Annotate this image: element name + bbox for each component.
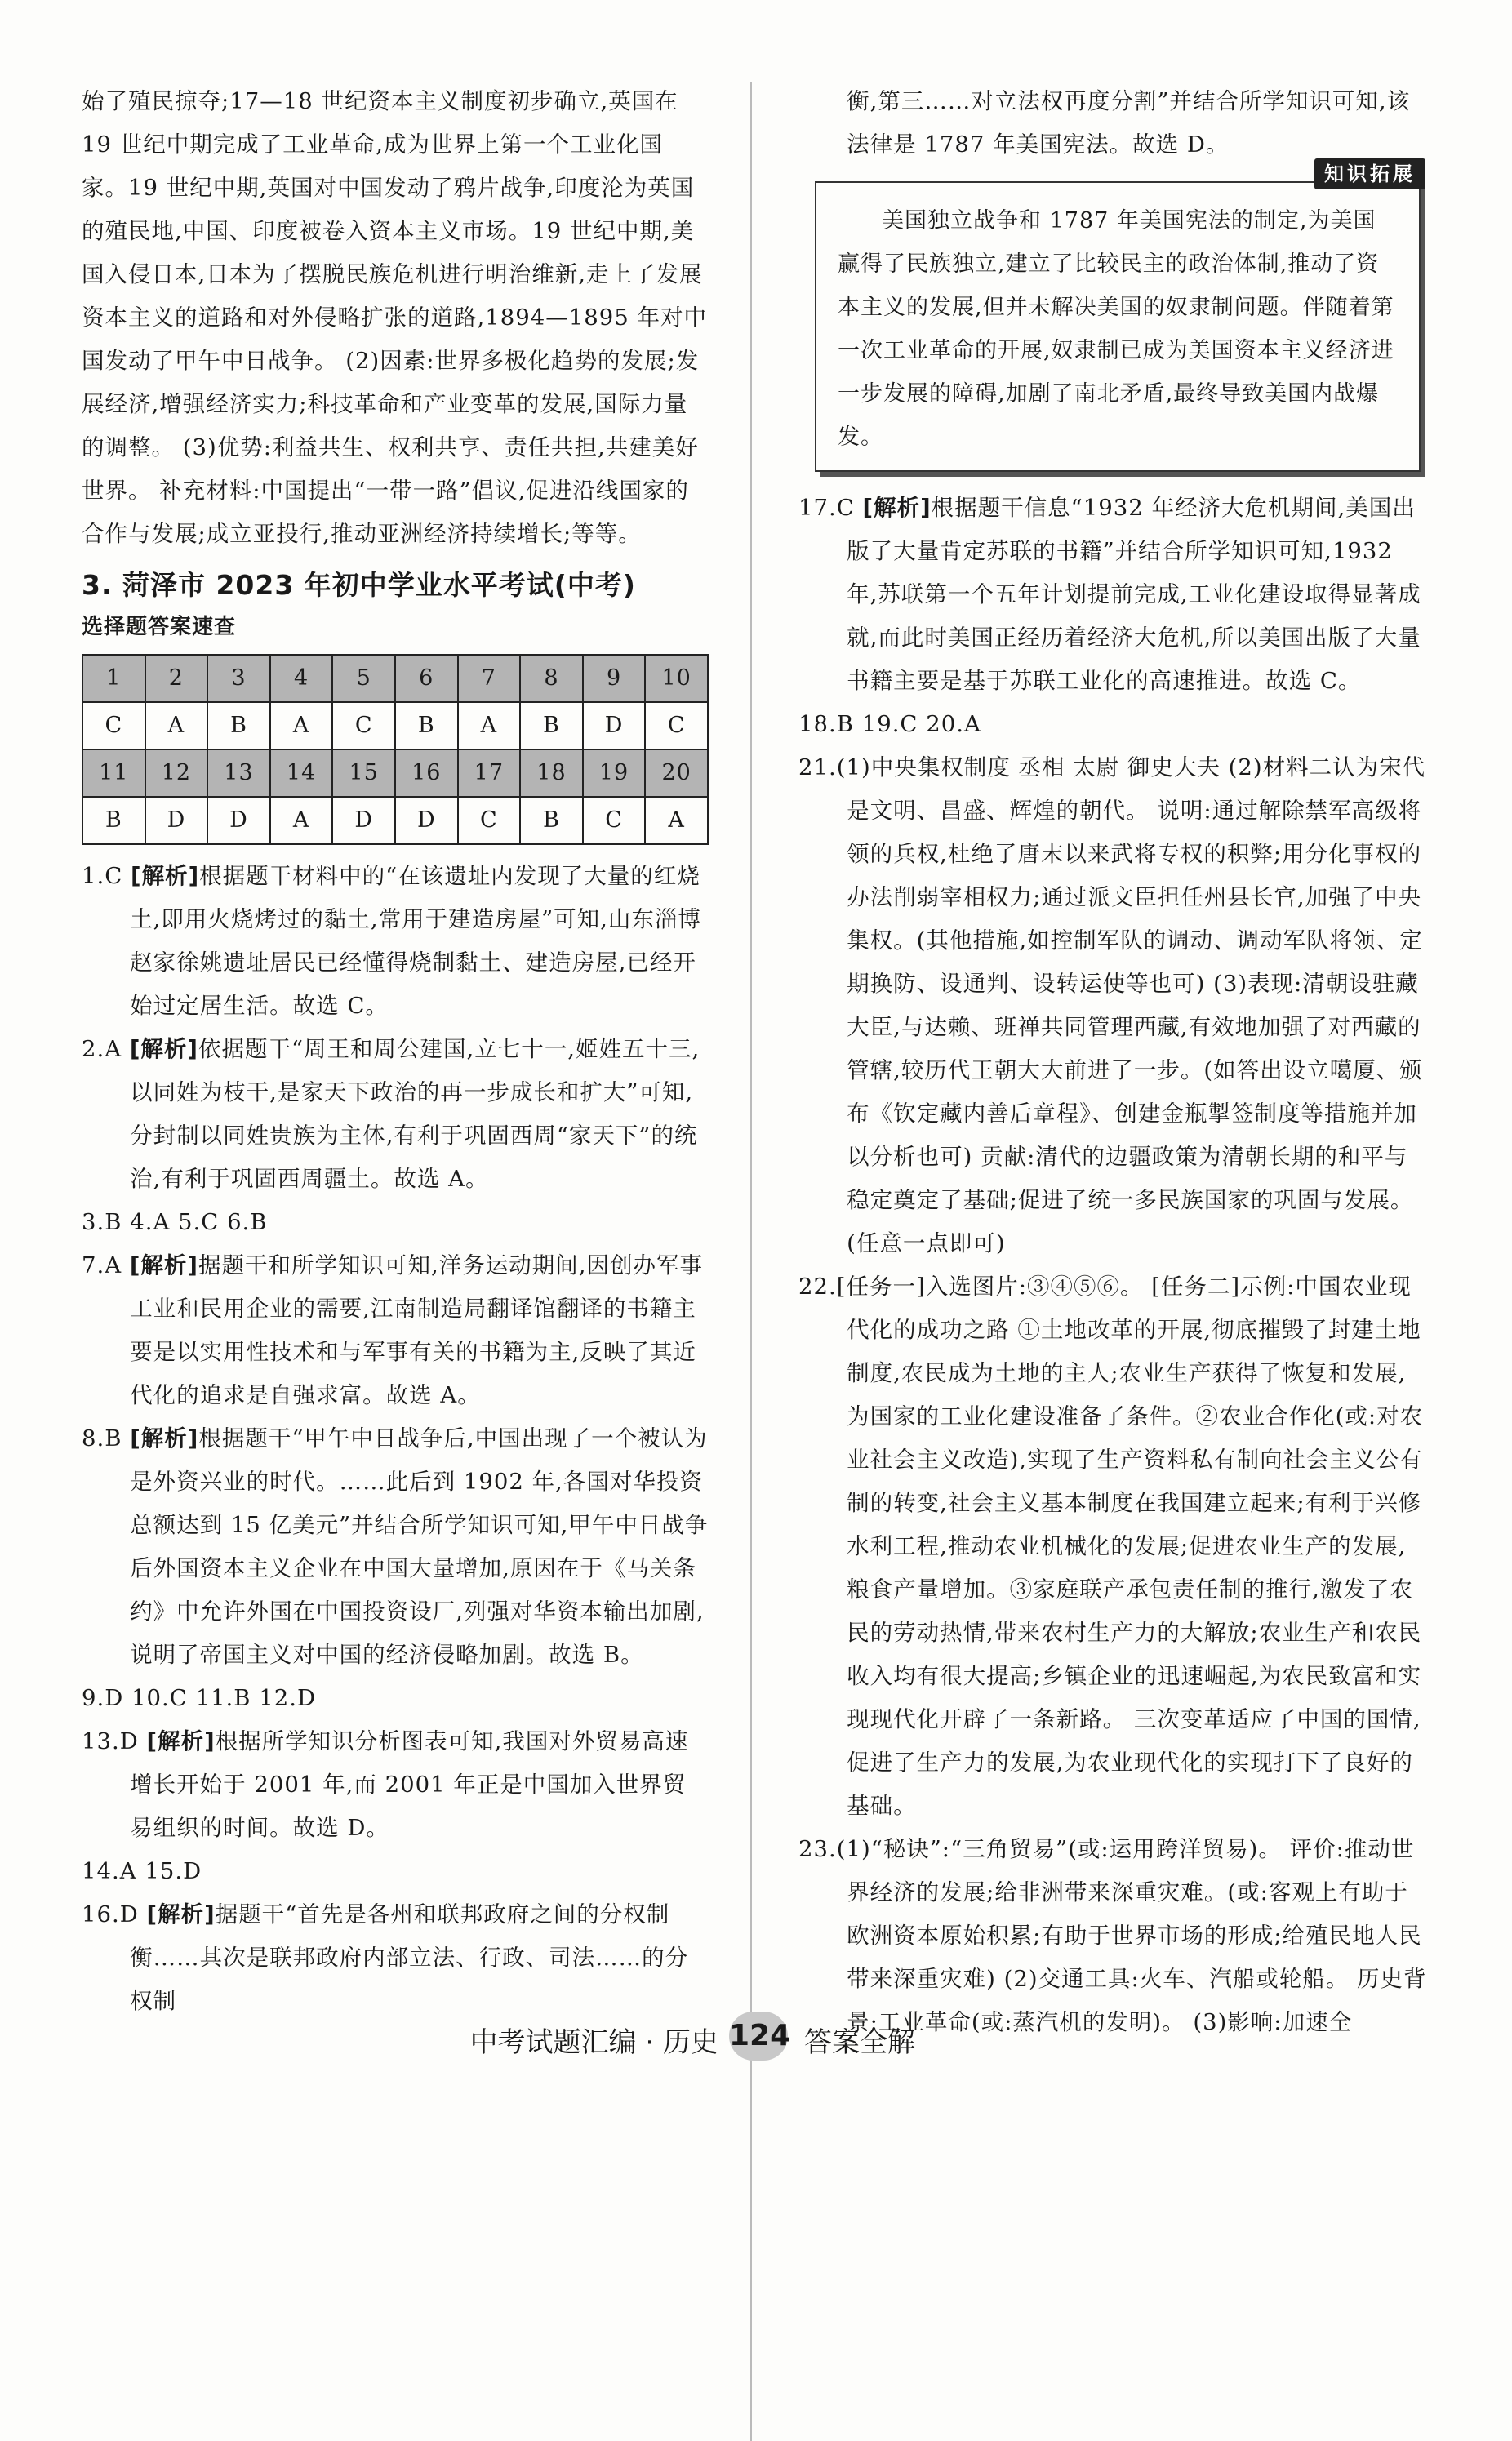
answer-item-16: 16.D [解析]据题干“首先是各州和联邦政府之间的分权制衡……其次是联邦政府内部立法、行政、司法……的分权制 xyxy=(82,1901,689,2014)
table-cell: C xyxy=(458,797,521,844)
table-cell: D xyxy=(395,797,458,844)
table-cell: 5 xyxy=(332,655,395,702)
answer-table-title: 选择题答案速查 xyxy=(82,615,237,639)
answer-item-7: 7.A [解析]据题干和所学知识可知,洋务运动期间,因创办军事工业和民用企业的需要,江南制造局翻译馆翻译的书籍主要是以实用性技术和与军事有关的书籍为主,反映了其近代化的追求是自强求富。故选 A。 xyxy=(82,1252,703,1408)
answer-item-1: 1.C [解析]根据题干材料中的“在该遗址内发现了大量的红烧土,即用火烧烤过的黏土,常用于建造房屋”可知,山东淄博赵家徐姚遗址居民已经懂得烧制黏土、建造房屋,已经开始过定居生活。故选 C。 xyxy=(82,863,701,1019)
table-cell: 19 xyxy=(583,749,646,797)
answer-table-answer-row xyxy=(82,797,708,844)
knowledge-extension-badge: 知识拓展 xyxy=(1314,158,1425,189)
answer-table xyxy=(82,654,709,845)
table-cell: D xyxy=(583,702,646,749)
answer-item-13: 13.D [解析]根据所学知识分析图表可知,我国对外贸易高速增长开始于 2001 年,而 2001 年正是中国加入世界贸易组织的时间。故选 D。 xyxy=(82,1728,689,1841)
table-cell: D xyxy=(332,797,395,844)
page-number: 124 xyxy=(729,2012,788,2061)
answer-table-answer-row xyxy=(82,702,708,749)
table-cell: D xyxy=(145,797,208,844)
table-cell: 11 xyxy=(82,749,145,797)
table-cell: A xyxy=(145,702,208,749)
table-cell: 14 xyxy=(270,749,333,797)
footer-title: 中考试题汇编 · 历史 xyxy=(469,2026,718,2059)
table-cell: 6 xyxy=(395,655,458,702)
table-cell: 8 xyxy=(520,655,583,702)
table-cell: 9 xyxy=(583,655,646,702)
table-cell: B xyxy=(395,702,458,749)
table-cell: C xyxy=(82,702,145,749)
knowledge-extension-text: 美国独立战争和 1787 年美国宪法的制定,为美国赢得了民族独立,建立了比较民主的政治体制,推动了资本主义的发展,但并未解决美国的奴隶制问题。伴随着第一次工业革命的开展,奴隶制已成为美国资本主义经济进一步发展的障碍,加剧了南北矛盾,最终导致美国内战爆发。 xyxy=(838,208,1394,450)
answer-item-2: 2.A [解析]依据题干“周王和周公建国,立七十一,姬姓五十三,以同姓为枝干,是家天下政治的再一步成长和扩大”可知,分封制以同姓贵族为主体,有利于巩固西周“家天下”的统治,有利于巩固西周疆土。故选 A。 xyxy=(82,1036,700,1192)
table-cell: D xyxy=(207,797,270,844)
table-cell: A xyxy=(458,702,521,749)
table-cell: 18 xyxy=(520,749,583,797)
answer-item-16-continued: 衡,第三……对立法权再度分割”并结合所学知识可知,该法律是 1787 年美国宪法。故选 D。 xyxy=(847,88,1411,158)
table-cell: 1 xyxy=(82,655,145,702)
table-cell: C xyxy=(332,702,395,749)
answer-item-3-6: 3.B 4.A 5.C 6.B xyxy=(82,1209,268,1235)
table-cell: 17 xyxy=(458,749,521,797)
table-cell: B xyxy=(520,702,583,749)
table-cell: 15 xyxy=(332,749,395,797)
table-cell: 2 xyxy=(145,655,208,702)
knowledge-extension-box xyxy=(815,162,1421,472)
table-cell: 16 xyxy=(395,749,458,797)
table-cell: 20 xyxy=(645,749,708,797)
answer-item-21: 21.(1)中央集权制度 丞相 太尉 御史大夫 (2)材料二认为宋代是文明、昌盛、辉煌的朝代。 说明:通过解除禁军高级将领的兵权,杜绝了唐末以来武将专权的积弊;用分化事权的办法削弱宰相权力;通过派文臣担任州县长官,加强了中央集权。(其他措施,如控制军队的调动、调动军队将领、定期换防、设通判、设转运使等也可) (3)表现:清朝设驻藏大臣,与达赖、班禅共同管理西藏,有效地加强了对西藏的管辖,较历代王朝大大前进了一步。(如答出设立噶厦、颁布《钦定藏内善后章程》、创建金瓶掣签制度等措施并加以分析也可) 贡献:清代的边疆政策为清朝长期的和平与稳定奠定了基础;促进了统一多民族国家的巩固与发展。(任意一点即可) xyxy=(798,754,1426,1256)
answer-item-23: 23.(1)“秘诀”:“三角贸易”(或:运用跨洋贸易)。 评价:推动世界经济的发展;给非洲带来深重灾难。(或:客观上有助于欧洲资本原始积累;有助于世界市场的形成;给殖民地人民带来深重灾难) (2)交通工具:火车、汽船或轮船。 历史背景:工业革命(或:蒸汽机的发明)。 (3)影响:加速全 xyxy=(798,1836,1427,2035)
answer-item-18-20: 18.B 19.C 20.A xyxy=(798,711,981,737)
answer-item-9-12: 9.D 10.C 11.B 12.D xyxy=(82,1685,317,1711)
table-cell: 3 xyxy=(207,655,270,702)
page-footer xyxy=(0,2005,1512,2070)
answer-item-8: 8.B [解析]根据题干“甲午中日战争后,中国出现了一个被认为是外资兴业的时代。……此后到 1902 年,各国对华投资总额达到 15 亿美元”并结合所学知识可知,甲午中日战争后外国资本主义企业在中国大量增加,原因在于《马关条约》中允许外国在中国投资设厂,列强对华资本输出加剧,说明了帝国主义对中国的经济侵略加剧。故选 B。 xyxy=(82,1425,709,1668)
table-cell: 13 xyxy=(207,749,270,797)
column-divider xyxy=(750,82,752,2441)
table-cell: B xyxy=(207,702,270,749)
answer-item-17: 17.C [解析]根据题干信息“1932 年经济大危机期间,美国出版了大量肯定苏联的书籍”并结合所学知识可知,1932 年,苏联第一个五年计划提前完成,工业化建设取得显著成就,而此时美国正经历着经济大危机,所以美国出版了大量书籍主要是基于苏联工业化的高速推进。故选 C。 xyxy=(798,495,1421,694)
table-cell: B xyxy=(520,797,583,844)
answer-table-number-row xyxy=(82,655,708,702)
answer-table-number-row xyxy=(82,749,708,797)
answer-item-14-15: 14.A 15.D xyxy=(82,1858,202,1884)
continued-paragraph: 始了殖民掠夺;17—18 世纪资本主义制度初步确立,英国在 19 世纪中期完成了工业革命,成为世界上第一个工业化国家。19 世纪中期,英国对中国发动了鸦片战争,印度沦为英国的殖民地,中国、印度被卷入资本主义市场。19 世纪中期,美国入侵日本,日本为了摆脱民族危机进行明治维新,走上了发展资本主义的道路和对外侵略扩张的道路,1894—1895 年对中国发动了甲午中日战争。 (2)因素:世界多极化趋势的发展;发展经济,增强经济实力;科技革命和产业变革的发展,国际力量的调整。 (3)优势:利益共生、权利共享、责任共担,共建美好世界。 补充材料:中国提出“一带一路”倡议,促进沿线国家的合作与发展;成立亚投行,推动亚洲经济持续增长;等等。 xyxy=(82,88,707,547)
table-cell: 10 xyxy=(645,655,708,702)
table-cell: A xyxy=(270,797,333,844)
table-cell: C xyxy=(645,702,708,749)
answer-item-22: 22.[任务一]入选图片:③④⑤⑥。 [任务二]示例:中国农业现代化的成功之路 ①土地改革的开展,彻底摧毁了封建土地制度,农民成为土地的主人;农业生产获得了恢复和发展,为国家的工业化建设准备了条件。②农业合作化(或:对农业社会主义改造),实现了生产资料私有制向社会主义公有制的转变,社会主义基本制度在我国建立起来;有利于兴修水利工程,推动农业机械化的发展;促进农业生产的发展,粮食产量增加。③家庭联产承包责任制的推行,激发了农民的劳动热情,带来农村生产力的大解放;农业生产和农民收入均有很大提高;乡镇企业的迅速崛起,为农民致富和实现现代化开辟了一条新路。 三次变革适应了中国的国情,促进了生产力的发展,为农业现代化的实现打下了良好的基础。 xyxy=(798,1274,1424,1819)
footer-subtitle: 答案全解 xyxy=(804,2026,915,2059)
left-column xyxy=(82,80,709,2023)
section-title: 3. 菏泽市 2023 年初中学业水平考试(中考) xyxy=(82,569,636,601)
table-cell: A xyxy=(270,702,333,749)
table-cell: 4 xyxy=(270,655,333,702)
table-cell: C xyxy=(583,797,646,844)
table-cell: B xyxy=(82,797,145,844)
right-column xyxy=(798,80,1427,2044)
table-cell: 12 xyxy=(145,749,208,797)
table-cell: A xyxy=(645,797,708,844)
table-cell: 7 xyxy=(458,655,521,702)
